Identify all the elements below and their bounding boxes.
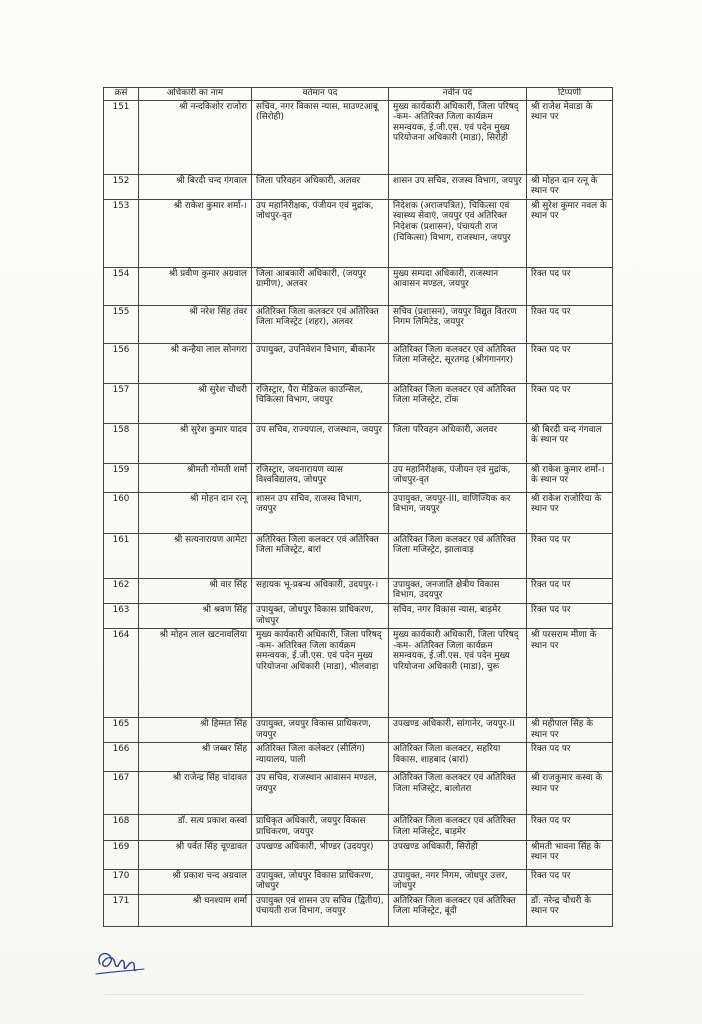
serial-cell: 152 xyxy=(104,174,139,199)
header-serial: क्रसं xyxy=(104,88,139,101)
serial-cell: 156 xyxy=(104,343,139,383)
new-post-cell: अतिरिक्त जिला कलक्टर एवं अतिरिक्त जिला मजिस्ट्रेट, बाड़मेर xyxy=(389,815,527,840)
current-post-cell: उपायुक्त, जोधपुर विकास प्राधिकरण, जोधपुर xyxy=(252,869,389,894)
officer-name-cell: श्री नन्दकिशोर राजोरा xyxy=(139,100,252,174)
new-post-cell: उपखण्ड अधिकारी, सांगानेर, जयपुर-II xyxy=(389,718,527,743)
serial-cell: 153 xyxy=(104,199,139,267)
remark-cell: श्री राकेश कुमार शर्मा-। के स्थान पर xyxy=(527,463,613,492)
new-post-cell: मुख्य कार्यकारी अधिकारी, जिला परिषद् -कम- अतिरिक्त जिला कार्यक्रम समन्वयक, ई.जी.एस. एवं पदेन मुख्य परियोजना अधिकारी (माडा), चुरू xyxy=(389,629,527,718)
officer-name-cell: श्री मोहन दान रत्नू xyxy=(139,492,252,533)
current-post-cell: शासन उप सचिव, राजस्व विभाग, जयपुर xyxy=(252,492,389,533)
current-post-cell: मुख्य कार्यकारी अधिकारी, जिला परिषद् -कम- अतिरिक्त जिला कार्यक्रम समन्वयक, ई.जी.एस. एवं पदेन मुख्य परियोजना अधिकारी (माडा), भीलवाड़ा xyxy=(252,629,389,718)
table-row xyxy=(104,743,613,772)
new-post-cell: सचिव (प्रशासन), जयपुर विद्युत वितरण निगम लिमिटेड, जयपुर xyxy=(389,305,527,343)
remark-cell: रिक्त पद पर xyxy=(527,869,613,894)
serial-cell: 165 xyxy=(104,718,139,743)
header-row xyxy=(104,88,613,101)
officer-name-cell: श्री सुरेश कुमार यादव xyxy=(139,423,252,463)
current-post-cell: उप सचिव, राज्यपाल, राजस्थान, जयपुर xyxy=(252,423,389,463)
officer-name-cell: डॉ. सत्य प्रकाश कस्वां xyxy=(139,815,252,840)
remark-cell: रिक्त पद पर xyxy=(527,603,613,628)
serial-cell: 169 xyxy=(104,840,139,869)
serial-cell: 164 xyxy=(104,629,139,718)
table-row xyxy=(104,383,613,423)
new-post-cell: अतिरिक्त जिला कलक्टर एवं अतिरिक्त जिला मजिस्ट्रेट, सूरतगढ़ (श्रीगंगानगर) xyxy=(389,343,527,383)
signature-mark xyxy=(90,942,148,982)
table-row xyxy=(104,869,613,894)
current-post-cell: उपखण्ड अधिकारी, भीण्डर (उदयपुर) xyxy=(252,840,389,869)
table-row xyxy=(104,174,613,199)
new-post-cell: अतिरिक्त जिला कलक्टर एवं अतिरिक्त जिला मजिस्ट्रेट, बूंदी xyxy=(389,894,527,926)
header-current-post: वर्तमान पद xyxy=(252,88,389,101)
serial-cell: 161 xyxy=(104,533,139,578)
current-post-cell: उपायुक्त, जोधपुर विकास प्राधिकरण, जोधपुर xyxy=(252,603,389,628)
remark-cell: रिक्त पद पर xyxy=(527,305,613,343)
remark-cell: रिक्त पद पर xyxy=(527,533,613,578)
serial-cell: 168 xyxy=(104,815,139,840)
officer-name-cell: श्री बिरदी चन्द गंगवाल xyxy=(139,174,252,199)
officer-name-cell: श्री श्रवण सिंह xyxy=(139,603,252,628)
serial-cell: 157 xyxy=(104,383,139,423)
officer-name-cell: श्री सत्यनारायण आमेटा xyxy=(139,533,252,578)
table-row xyxy=(104,199,613,267)
footer-rule xyxy=(105,994,585,995)
current-post-cell: उपायुक्त एवं शासन उप सचिव (द्वितीय), पंचायती राज विभाग, जयपुर xyxy=(252,894,389,926)
table-row xyxy=(104,343,613,383)
table-row xyxy=(104,603,613,628)
table-row xyxy=(104,423,613,463)
current-post-cell: उप महानिरीक्षक, पंजीयन एवं मुद्रांक, जोधपुर-वृत xyxy=(252,199,389,267)
table-row xyxy=(104,492,613,533)
new-post-cell: उपायुक्त, जयपुर-III, वाणिज्यिक कर विभाग, जयपुर xyxy=(389,492,527,533)
officer-name-cell: श्री नरेश सिंह तंवर xyxy=(139,305,252,343)
officer-name-cell: श्री सुरेश चौधरी xyxy=(139,383,252,423)
officer-name-cell: श्री जब्बर सिंह xyxy=(139,743,252,772)
current-post-cell: उपायुक्त, जयपुर विकास प्राधिकरण, जयपुर xyxy=(252,718,389,743)
transfer-table xyxy=(103,87,613,927)
current-post-cell: अतिरिक्त जिला कलक्टर एवं अतिरिक्त जिला मजिस्ट्रेट, बारां xyxy=(252,533,389,578)
new-post-cell: शासन उप सचिव, राजस्व विभाग, जयपुर xyxy=(389,174,527,199)
serial-cell: 171 xyxy=(104,894,139,926)
serial-cell: 154 xyxy=(104,267,139,305)
serial-cell: 162 xyxy=(104,578,139,603)
serial-cell: 159 xyxy=(104,463,139,492)
current-post-cell: सचिव, नगर विकास न्यास, माउण्टआबू (सिरोही) xyxy=(252,100,389,174)
new-post-cell: अतिरिक्त जिला कलक्टर, सहरिया विकास, शाहबाद (बारां) xyxy=(389,743,527,772)
officer-name-cell: श्री मोहन लाल खटनावलिया xyxy=(139,629,252,718)
current-post-cell: प्राधिकृत अधिकारी, जयपुर विकास प्राधिकरण, जयपुर xyxy=(252,815,389,840)
remark-cell: श्री परसराम मीणा के स्थान पर xyxy=(527,629,613,718)
new-post-cell: अतिरिक्त जिला कलक्टर एवं अतिरिक्त जिला मजिस्ट्रेट, बालोतरा xyxy=(389,772,527,815)
table-row xyxy=(104,533,613,578)
current-post-cell: अतिरिक्त जिला कलक्टर एवं अतिरिक्त जिला मजिस्ट्रेट (शहर), अलवर xyxy=(252,305,389,343)
remark-cell: श्री मोहन दान रत्नू के स्थान पर xyxy=(527,174,613,199)
table-row xyxy=(104,463,613,492)
remark-cell: रिक्त पद पर xyxy=(527,383,613,423)
serial-cell: 170 xyxy=(104,869,139,894)
new-post-cell: अतिरिक्त जिला कलक्टर एवं अतिरिक्त जिला मजिस्ट्रेट, टोंक xyxy=(389,383,527,423)
table-body xyxy=(104,100,613,926)
officer-name-cell: श्री राजेन्द्र सिंह चांदावत xyxy=(139,772,252,815)
serial-cell: 166 xyxy=(104,743,139,772)
table-row xyxy=(104,305,613,343)
new-post-cell: उपखण्ड अधिकारी, सिरोही xyxy=(389,840,527,869)
new-post-cell: उप महानिरीक्षक, पंजीयन एवं मुद्रांक, जोधपुर-वृत xyxy=(389,463,527,492)
new-post-cell: जिला परिवहन अधिकारी, अलवर xyxy=(389,423,527,463)
remark-cell: श्री महीपाल सिंह के स्थान पर xyxy=(527,718,613,743)
table-row xyxy=(104,100,613,174)
header-new-post: नवीन पद xyxy=(389,88,527,101)
remark-cell: डॉ. नरेन्द्र चौधरी के स्थान पर xyxy=(527,894,613,926)
remark-cell: रिक्त पद पर xyxy=(527,743,613,772)
table-row xyxy=(104,629,613,718)
serial-cell: 155 xyxy=(104,305,139,343)
officer-name-cell: श्री पर्वत सिंह चूण्डावत xyxy=(139,840,252,869)
remark-cell: श्री राजकुमार कस्वा के स्थान पर xyxy=(527,772,613,815)
officer-name-cell: श्री प्रवीण कुमार अग्रवाल xyxy=(139,267,252,305)
officer-name-cell: श्री राकेश कुमार शर्मा-। xyxy=(139,199,252,267)
officer-name-cell: श्री हिम्मत सिंह xyxy=(139,718,252,743)
new-post-cell: उपायुक्त, जनजाति क्षेत्रीय विकास विभाग, उदयपुर xyxy=(389,578,527,603)
remark-cell: श्री सुरेश कुमार नवल के स्थान पर xyxy=(527,199,613,267)
serial-cell: 160 xyxy=(104,492,139,533)
current-post-cell: उप सचिव, राजस्थान आवासन मण्डल, जयपुर xyxy=(252,772,389,815)
table-row xyxy=(104,840,613,869)
current-post-cell: जिला आबकारी अधिकारी, (जयपुर ग्रामीण), अलवर xyxy=(252,267,389,305)
new-post-cell: सचिव, नगर विकास न्यास, बाड़मेर xyxy=(389,603,527,628)
officer-name-cell: श्री कन्हैया लाल सोनगरा xyxy=(139,343,252,383)
remark-cell: श्रीमती भावना सिंह के स्थान पर xyxy=(527,840,613,869)
current-post-cell: अतिरिक्त जिला कलेक्टर (सीलिंग) न्यायालय, पाली xyxy=(252,743,389,772)
current-post-cell: रजिस्ट्रार, पैरा मेडिकल काउन्सिल, चिकित्सा विभाग, जयपुर xyxy=(252,383,389,423)
serial-cell: 163 xyxy=(104,603,139,628)
new-post-cell: निदेशक (अराजपत्रित), चिकित्सा एवं स्वास्थ्य सेवाएं, जयपुर एवं अतिरिक्त निदेशक (प्रशासन), पंचायती राज (चिकित्सा) विभाग, राजस्थान, जयपुर xyxy=(389,199,527,267)
serial-cell: 151 xyxy=(104,100,139,174)
table-row xyxy=(104,894,613,926)
table-row xyxy=(104,815,613,840)
current-post-cell: उपायुक्त, उपनिवेशन विभाग, बीकानेर xyxy=(252,343,389,383)
current-post-cell: जिला परिवहन अधिकारी, अलवर xyxy=(252,174,389,199)
officer-name-cell: श्री प्रकाश चन्द अग्रवाल xyxy=(139,869,252,894)
header-remarks: टिप्पणी xyxy=(527,88,613,101)
officer-name-cell: श्री वार सिंह xyxy=(139,578,252,603)
remark-cell: रिक्त पद पर xyxy=(527,343,613,383)
table-row xyxy=(104,267,613,305)
new-post-cell: उपायुक्त, नगर निगम, जोधपुर उत्तर, जोधपुर xyxy=(389,869,527,894)
officer-name-cell: श्रीमती गोमती शर्मा xyxy=(139,463,252,492)
current-post-cell: रजिस्ट्रार, जयनारायण व्यास विश्वविद्यालय, जोधपुर xyxy=(252,463,389,492)
serial-cell: 158 xyxy=(104,423,139,463)
table-row xyxy=(104,578,613,603)
remark-cell: रिक्त पद पर xyxy=(527,578,613,603)
serial-cell: 167 xyxy=(104,772,139,815)
officer-name-cell: श्री घनश्याम शर्मा xyxy=(139,894,252,926)
current-post-cell: सहायक भू-प्रबन्ध अधिकारी, उदयपुर-। xyxy=(252,578,389,603)
remark-cell: रिक्त पद पर xyxy=(527,267,613,305)
new-post-cell: मुख्य सम्पदा अधिकारी, राजस्थान आवासन मण्डल, जयपुर xyxy=(389,267,527,305)
header-officer-name: अधिकारी का नाम xyxy=(139,88,252,101)
new-post-cell: मुख्य कार्यकारी अधिकारी, जिला परिषद् -कम- अतिरिक्त जिला कार्यक्रम समन्वयक, ई.जी.एस. एवं पदेन मुख्य परियोजना अधिकारी (माडा), सिरोही xyxy=(389,100,527,174)
table-row xyxy=(104,772,613,815)
table-row xyxy=(104,718,613,743)
remark-cell: श्री राजेश मेवाडा के स्थान पर xyxy=(527,100,613,174)
remark-cell: श्री बिरदी चन्द गंगवाल के स्थान पर xyxy=(527,423,613,463)
new-post-cell: अतिरिक्त जिला कलक्टर एवं अतिरिक्त जिला मजिस्ट्रेट, झालावाड़ xyxy=(389,533,527,578)
remark-cell: रिक्त पद पर xyxy=(527,815,613,840)
remark-cell: श्री राकेश राजोरिया के स्थान पर xyxy=(527,492,613,533)
